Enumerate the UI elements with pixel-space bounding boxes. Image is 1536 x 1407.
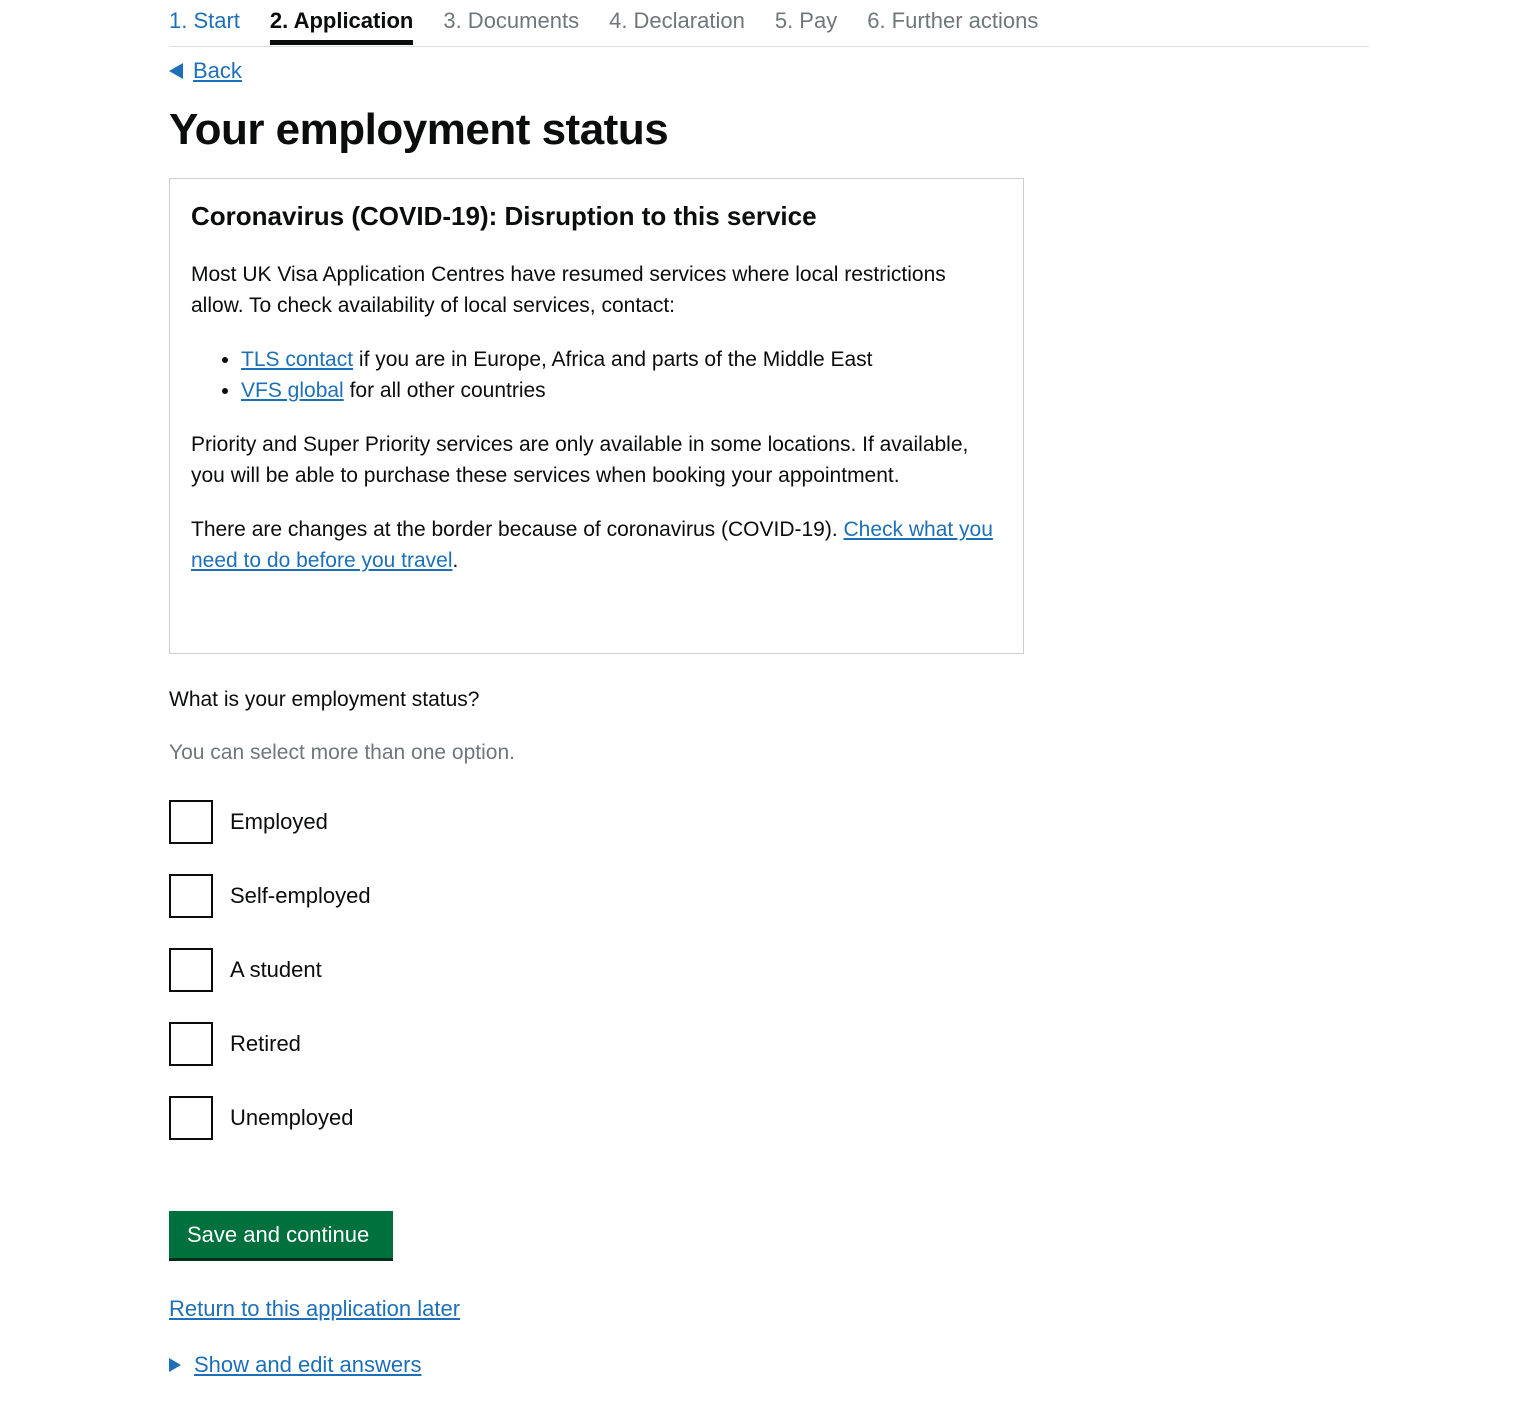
tls-contact-link[interactable]: TLS contact [241,348,354,371]
option-self-employed [169,872,371,920]
employed-checkbox[interactable] [169,800,213,844]
vfs-global-link[interactable]: VFS global [241,379,344,402]
show-edit-answers-details[interactable] [169,1350,421,1380]
border-changes-end: . [452,549,459,572]
step-navigation [169,0,1369,47]
student-checkbox[interactable] [169,948,213,992]
vfs-global-text: for all other countries [343,379,546,402]
notice-paragraph-3 [191,514,1003,576]
step-pay: 5. Pay [774,8,838,33]
option-employed [169,798,371,846]
unemployed-checkbox[interactable] [169,1096,213,1140]
option-unemployed [169,1094,371,1142]
list-item [241,375,1003,406]
page-title: Your employment status [169,105,669,154]
self-employed-label[interactable]: Self-employed [230,883,371,908]
step-start[interactable]: 1. Start [169,8,240,33]
self-employed-checkbox[interactable] [169,874,213,918]
notice-paragraph-2: Priority and Super Priority services are only available in some locations. If available, you will be able to purchase these services when booking your appointment. [191,433,969,487]
check-travel-link[interactable]: Check what you need to do before you travel [191,518,993,572]
step-declaration: 4. Declaration [609,8,745,33]
notice-paragraph-1: Most UK Visa Application Centres have resumed services where local restrictions allow. To check availability of local services, contact: [191,263,946,317]
option-retired [169,1020,371,1068]
step-application: 2. Application [270,0,413,42]
back-arrow-icon [169,63,183,79]
back-link[interactable] [169,56,242,86]
retired-label[interactable]: Retired [230,1031,301,1056]
employment-status-options [169,798,371,1168]
question-hint: You can select more than one option. [169,741,515,764]
expand-arrow-icon [169,1358,181,1372]
back-label: Back [193,58,242,83]
unemployed-label[interactable]: Unemployed [230,1105,354,1130]
question-label: What is your employment status? [169,688,480,711]
step-documents: 3. Documents [443,8,580,33]
employed-label[interactable]: Employed [230,809,328,834]
student-label[interactable]: A student [230,957,322,982]
show-edit-answers-link[interactable]: Show and edit answers [194,1352,422,1377]
tls-contact-text: if you are in Europe, Africa and parts of the Middle East [353,348,873,371]
option-student [169,946,371,994]
notice-heading: Coronavirus (COVID-19): Disruption to this service [191,201,817,231]
retired-checkbox[interactable] [169,1022,213,1066]
border-changes-text: There are changes at the border because of coronavirus (COVID-19). [191,518,844,541]
save-and-continue-button[interactable]: Save and continue [169,1211,393,1258]
return-later-link[interactable]: Return to this application later [169,1296,461,1321]
list-item [241,344,1003,375]
covid-notice-panel [169,178,1024,654]
page-container [169,0,1369,1377]
step-further-actions: 6. Further actions [867,8,1039,33]
notice-contact-list [191,344,1003,406]
